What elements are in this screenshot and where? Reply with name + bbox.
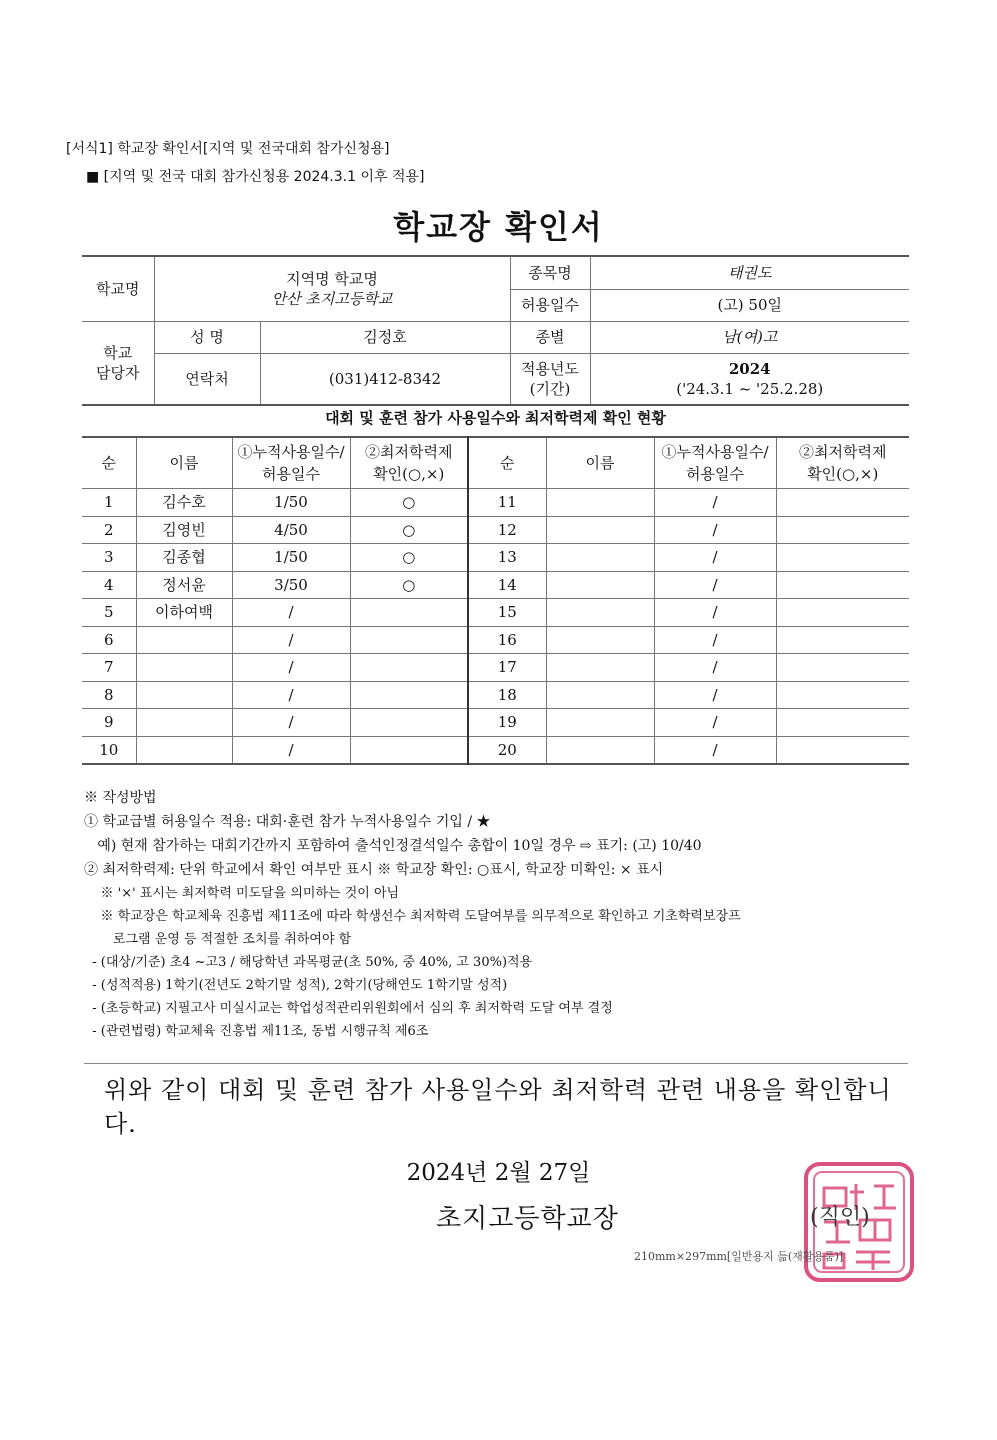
guide-line: - (초등학교) 지필고사 미실시교는 학업성적관리위원회에서 심의 후 최저학력 도달 여부 결정	[84, 1001, 613, 1016]
header-name: 이름	[136, 437, 232, 489]
staff-label-line2: 담당자	[96, 363, 140, 382]
student-days: 3/50	[232, 571, 350, 599]
student-check	[776, 681, 909, 709]
table-row	[82, 489, 909, 517]
year-value: 2024	[728, 359, 771, 378]
table-row	[82, 571, 909, 599]
year-label-line2: (기간)	[529, 379, 571, 398]
student-days: 4/50	[232, 516, 350, 544]
student-no: 13	[468, 544, 546, 572]
year-period: ('24.3.1 ~ '25.2.28)	[676, 379, 824, 398]
student-check	[350, 626, 468, 654]
seal-label: (직인)	[810, 1205, 870, 1230]
student-name: 김수호	[136, 489, 232, 517]
student-check	[350, 599, 468, 627]
student-name	[546, 626, 654, 654]
student-no: 14	[468, 571, 546, 599]
student-no: 18	[468, 681, 546, 709]
student-no: 4	[82, 571, 136, 599]
student-days: /	[654, 489, 776, 517]
student-no: 20	[468, 736, 546, 764]
table-row	[82, 736, 909, 764]
header-no-2: 순	[468, 437, 546, 489]
guide-line: 예) 현재 참가하는 대회기간까지 포함하여 출석인정결석일수 총합이 10일 경우 ⇨ 표기: (고) 10/40	[84, 838, 702, 854]
student-check: ○	[350, 489, 468, 517]
sport-label: 종목명	[510, 256, 590, 289]
student-name	[546, 571, 654, 599]
student-check	[776, 736, 909, 764]
allowed-days-label: 허용일수	[510, 289, 590, 321]
student-check	[776, 654, 909, 682]
student-days: /	[232, 654, 350, 682]
year-cell	[590, 353, 909, 405]
student-days: /	[654, 544, 776, 572]
confirm-text: 위와 같이 대회 및 훈련 참가 사용일수와 최저학력 관련 내용을 확인합니다.	[104, 1076, 892, 1138]
student-name	[136, 626, 232, 654]
student-days: /	[232, 626, 350, 654]
guide-line: - (대상/기준) 초4 ~고3 / 해당학년 과목평균(초 50%, 중 40%, 고 30%)적용	[84, 955, 533, 970]
student-no: 3	[82, 544, 136, 572]
header-days-2-line2: 허용일수	[686, 465, 744, 483]
header-acad-2	[776, 437, 909, 489]
student-rows	[82, 489, 909, 765]
student-check	[350, 681, 468, 709]
student-no: 7	[82, 654, 136, 682]
student-check	[776, 599, 909, 627]
header-days-2-line1: ①누적사용일수/	[661, 443, 769, 461]
name-value: 김정호	[260, 321, 510, 353]
student-no: 16	[468, 626, 546, 654]
student-name: 정서윤	[136, 571, 232, 599]
student-check: ○	[350, 544, 468, 572]
student-no: 19	[468, 709, 546, 737]
student-no: 9	[82, 709, 136, 737]
header-days-line1: ①누적사용일수/	[237, 443, 345, 461]
student-no: 12	[468, 516, 546, 544]
student-name	[136, 681, 232, 709]
staff-label	[82, 321, 154, 405]
table-row	[82, 599, 909, 627]
contact-value: (031)412-8342	[260, 353, 510, 405]
student-check	[350, 709, 468, 737]
header-name-2: 이름	[546, 437, 654, 489]
student-no: 1	[82, 489, 136, 517]
student-days: /	[232, 736, 350, 764]
student-days: /	[654, 736, 776, 764]
table-row	[82, 626, 909, 654]
student-check	[776, 489, 909, 517]
header-days-line2: 허용일수	[262, 465, 320, 483]
writing-guide	[84, 786, 914, 1043]
student-name	[546, 681, 654, 709]
header-days	[232, 437, 350, 489]
student-check	[776, 516, 909, 544]
guide-line: - (성적적용) 1학기(전년도 2학기말 성적), 2학기(당해연도 1학기말 성적)	[84, 978, 508, 993]
student-name	[546, 654, 654, 682]
form-subtitle: ■ [지역 및 전국 대회 참가신청용 2024.3.1 이후 적용]	[86, 169, 425, 185]
divider	[84, 1063, 908, 1064]
student-check	[776, 709, 909, 737]
school-cell	[154, 256, 510, 321]
table-row	[82, 516, 909, 544]
guide-line: ※ '×' 표시는 최저학력 미도달을 의미하는 것이 아님	[84, 886, 400, 901]
guide-line: ② 최저학력제: 단위 학교에서 확인 여부만 표시 ※ 학교장 확인: ○표시, 학교장 미확인: × 표시	[84, 862, 664, 878]
guide-line: - (관련법령) 학교체육 진흥법 제11조, 동법 시행규칙 제6조	[84, 1024, 429, 1039]
year-label	[510, 353, 590, 405]
student-check: ○	[350, 571, 468, 599]
table-row	[82, 654, 909, 682]
name-label: 성 명	[154, 321, 260, 353]
student-days: 1/50	[232, 544, 350, 572]
school-hint: 지역명 학교명	[286, 269, 378, 288]
student-name	[546, 736, 654, 764]
header-acad-line2: 확인(○,×)	[373, 465, 445, 483]
student-no: 6	[82, 626, 136, 654]
student-no: 17	[468, 654, 546, 682]
student-check	[776, 544, 909, 572]
student-days: /	[232, 599, 350, 627]
gender-label: 종별	[510, 321, 590, 353]
section-title: 대회 및 훈련 참가 사용일수와 최저학력제 확인 현황	[325, 409, 666, 427]
student-name	[546, 709, 654, 737]
allowed-days-value: (고) 50일	[590, 289, 909, 321]
table-row	[82, 544, 909, 572]
header-no: 순	[82, 437, 136, 489]
student-name	[546, 599, 654, 627]
year-label-line1: 적용년도	[521, 359, 579, 378]
header-acad-line1: ②최저학력제	[365, 443, 453, 461]
student-no: 8	[82, 681, 136, 709]
sport-value: 태권도	[590, 256, 909, 289]
student-name	[136, 654, 232, 682]
student-name: 김영빈	[136, 516, 232, 544]
student-days: /	[654, 516, 776, 544]
student-name	[546, 544, 654, 572]
student-table	[82, 436, 909, 765]
student-days: /	[232, 709, 350, 737]
school-info-table	[82, 255, 909, 406]
student-name	[136, 709, 232, 737]
guide-line: ※ 작성방법	[84, 790, 157, 806]
gender-value: 남(여)고	[590, 321, 909, 353]
guide-line: ※ 학교장은 학교체육 진흥법 제11조에 따라 학생선수 최저학력 도달여부를 의무적으로 확인하고 기초학력보장프	[84, 909, 741, 924]
header-acad-2-line2: 확인(○,×)	[807, 465, 879, 483]
student-check	[776, 626, 909, 654]
student-days: /	[654, 654, 776, 682]
principal-title: 초지고등학교장	[436, 1204, 619, 1234]
issue-date: 2024년 2월 27일	[406, 1160, 591, 1186]
paper-note: 210mm×297mm[일반용지 듦(재활용품)]	[634, 1250, 844, 1263]
student-days: 1/50	[232, 489, 350, 517]
student-no: 5	[82, 599, 136, 627]
student-days: /	[654, 626, 776, 654]
student-name	[136, 736, 232, 764]
header-days-2	[654, 437, 776, 489]
student-name: 김종협	[136, 544, 232, 572]
header-acad	[350, 437, 468, 489]
guide-line: ① 학교급별 허용일수 적용: 대회·훈련 참가 누적사용일수 기입 / ★	[84, 814, 491, 830]
student-no: 11	[468, 489, 546, 517]
table-row	[82, 709, 909, 737]
student-check	[350, 654, 468, 682]
form-label: [서식1] 학교장 확인서[지역 및 전국대회 참가신청용]	[66, 141, 390, 157]
student-no: 2	[82, 516, 136, 544]
table-row	[82, 681, 909, 709]
page-title: 학교장 확인서	[393, 208, 604, 246]
student-no: 10	[82, 736, 136, 764]
student-check	[350, 736, 468, 764]
school-label: 학교명	[82, 256, 154, 321]
student-days: /	[232, 681, 350, 709]
school-value: 안산 초지고등학교	[271, 289, 393, 308]
student-days: /	[654, 709, 776, 737]
student-days: /	[654, 571, 776, 599]
student-name: 이하여백	[136, 599, 232, 627]
student-name	[546, 489, 654, 517]
staff-label-line1: 학교	[103, 343, 133, 362]
student-check: ○	[350, 516, 468, 544]
student-name	[546, 516, 654, 544]
guide-line: 로그램 운영 등 적절한 조치를 취하여야 함	[84, 932, 352, 947]
student-days: /	[654, 681, 776, 709]
student-no: 15	[468, 599, 546, 627]
contact-label: 연락처	[154, 353, 260, 405]
student-days: /	[654, 599, 776, 627]
header-acad-2-line1: ②최저학력제	[799, 443, 887, 461]
student-check	[776, 571, 909, 599]
